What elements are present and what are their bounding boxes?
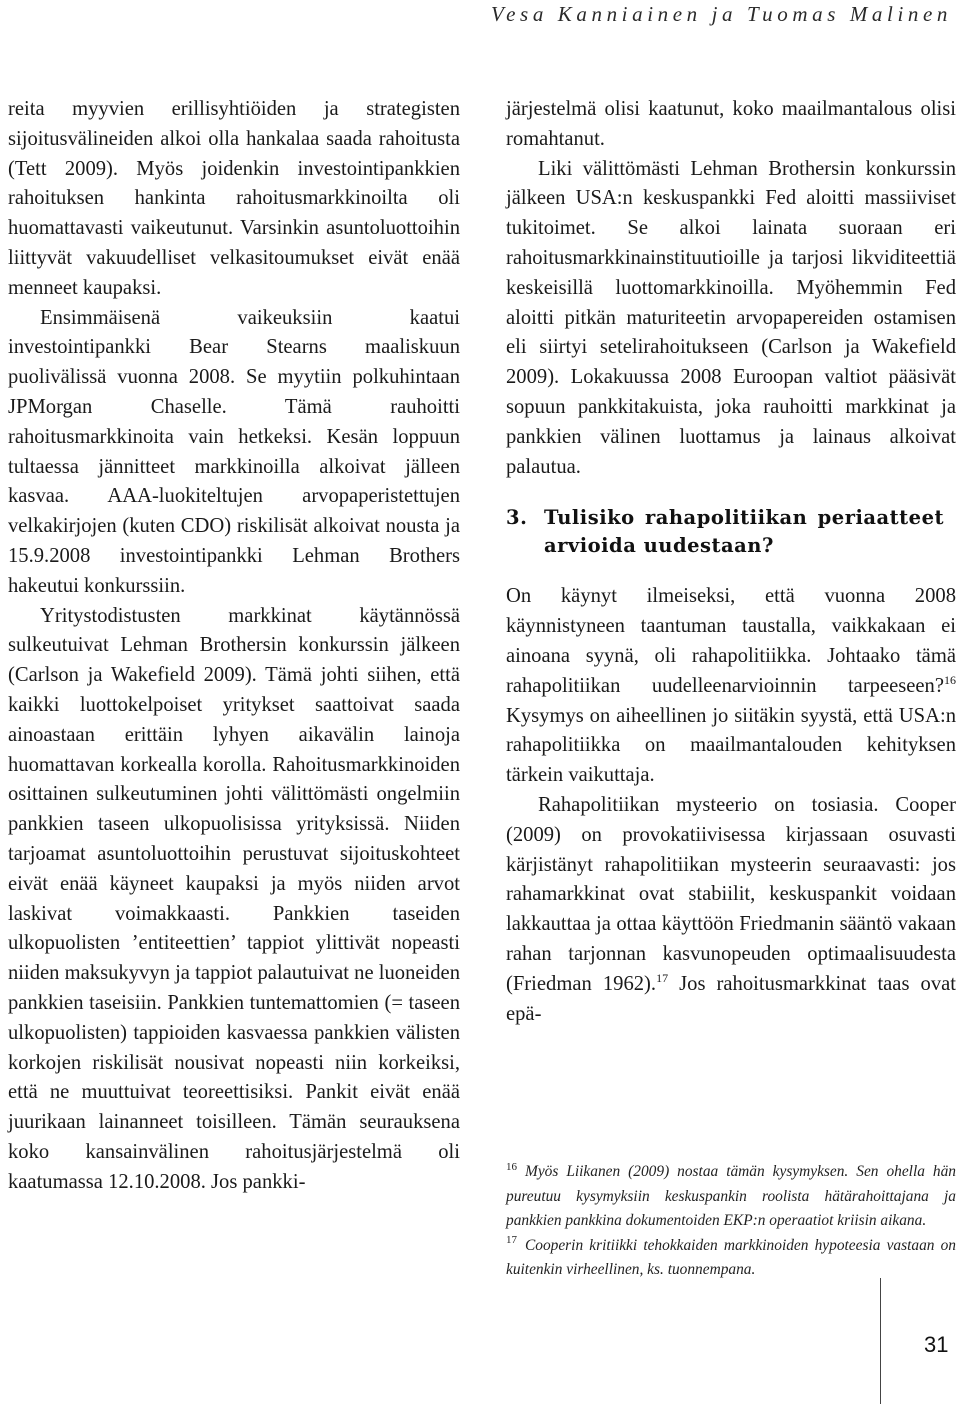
section-heading bbox=[506, 504, 956, 560]
footnote-16 bbox=[506, 1160, 956, 1234]
footnote-ref-16[interactable]: 16 bbox=[944, 672, 956, 687]
body-paragraph: Ensimmäisenä vaikeuksiin kaatui investointipankki Bear Stearns maaliskuun puolivälissä vuonna 2008. Se myytiin polkuhintaan JPMorgan Chaselle. Tämä rauhoitti rahoitusmarkkinoita vain hetkeksi. Kesän loppuun tultaessa jännitteet markkinoilla alkoivat jälleen kasvaa. AAA-luokiteltujen arvopaperistettujen velkakirjojen (kuten CDO) riskilisät alkoivat nousta ja 15.9.2008 investointipankki Lehman Brothers hakeutui konkurssiin. bbox=[8, 306, 460, 597]
body-paragraph: järjestelmä olisi kaatunut, koko maailmantalous olisi romahtanut. bbox=[506, 98, 956, 150]
body-paragraph: Liki välittömästi Lehman Brothersin konkurssin jälkeen USA:n keskuspankki Fed aloitti massiiviset tukitoimet. Se alkoi lainata suoraan eri rahoitusmarkkinainstituutioille ja tarjosi likviditeettiä keskeisillä luottomarkkinoilla. Myöhemmin Fed aloitti pitkän maturiteetin arvopapereiden ostamisen eli siirtyi setelirahoitukseen (Carlson ja Wakefield 2009). Lokakuussa 2008 Euroopan valtiot pääsivät sopuun pankkitakuista, joka rauhoitti markkinat ja pankkien välinen luottamus ja lainaus alkoivat palautua. bbox=[506, 157, 956, 478]
section-number: 3. bbox=[506, 506, 528, 530]
page-number: 31 bbox=[924, 1332, 949, 1357]
left-column bbox=[8, 95, 460, 1197]
footnote-ref-17[interactable]: 17 bbox=[656, 970, 669, 985]
paragraph-text: Jos rahoitusmarkkinat taas ovat epä- bbox=[506, 972, 956, 1025]
paragraph-text: Rahapolitiikan mysteerio on tosiasia. Cooper (2009) on provokatiivisessa kirjassaan osuvasti kärjistänyt rahapolitiikan mysteerin seuraavasti: jos rahamarkkinat ovat stabiilit, keskuspankit voidaan lakkauttaa ja ottaa käyttöön Friedmanin sääntö vakaan rahan tarjonnan kasvunopeuden optimaalisuudesta (Friedman 1962). bbox=[506, 793, 956, 995]
body-paragraph: Yritystodistusten markkinat käytännössä sulkeutuivat Lehman Brothersin konkurssin jälkeen (Carlson ja Wakefield 2009). Tämä johti siihen, että kaikki luottokelpoiset yritykset saattoivat saada ainoastaan erittäin lyhyen aikavälin lainoja huomattavan korkealla korolla. Rahoitusmarkkinoiden osittainen sulkeutuminen johti välittömästi ongelmiin pankkien taseen ulkopuolisissa yrityksissä. Niiden tarjoamat asuntoluottoihin perustuvat sijoituskohteet eivät enää käyneet kaupaksi ja myös niiden arvot laskivat voimakkaasti. Pankkien taseiden ulkopuolisten ’entiteettien’ tappiot ylittivät nopeasti niiden maksukyvyn ja tappiot palautuivat ne luoneiden pankkien taseisiin. Pankkien tuntemattomien (= taseen ulkopuolisten) tappioiden kasvaessa pankkien välisten korkojen riskilisät nousivat nopeasti niin korkeiksi, että ne muuttuivat teoreettisiksi. Pankit eivät enää juurikaan lainanneet toisilleen. Tämän seurauksena koko kansainvälinen rahoitusjärjestelmä oli kaatumassa 12.10.2008. Jos pankki- bbox=[8, 604, 460, 1193]
paragraph-text: On käynyt ilmeiseksi, että vuonna 2008 käynnistyneen taantuman taustalla, vaikkakaan ei ainoana syynä, oli rahapolitiikka. Johtaako tämä rahapolitiikan uudelleenarvioinnin tarpeeseen? bbox=[506, 585, 956, 697]
body-paragraph: reita myyvien erillisyhtiöiden ja strategisten sijoitusvälineiden alkoi olla hankalaa saada rahoitusta (Tett 2009). Myös joidenkin investointipankkien rahoituksen hankinta rahoitusmarkkinoilta oli huomattavasti vaikeutunut. Varsinkin asuntoluottoihin liittyvät vakuudelliset velkasitoumukset eivät enää menneet kaupaksi. bbox=[8, 98, 460, 299]
section-title: Tulisiko rahapolitiikan periaatteet arvioida uudestaan? bbox=[544, 506, 944, 558]
paragraph-text: Kysymys on aiheellinen jo siitäkin syystä, että USA:n rahapolitiikka on maailmantalouden kehityksen tärkein vaikuttaja. bbox=[506, 704, 956, 787]
footnote-number: 16 bbox=[506, 1160, 517, 1173]
footnote-17 bbox=[506, 1234, 956, 1283]
footnote-text: Cooperin kritiikki tehokkaiden markkinoiden hypoteesia vastaan on kuitenkin virheellinen, ks. tuonnempana. bbox=[506, 1236, 956, 1278]
body-paragraph bbox=[506, 582, 956, 791]
footnote-text: Myös Liikanen (2009) nostaa tämän kysymyksen. Sen ohella hän pureutuu kysymyksiin keskuspankin roolista hätärahoittajana ja pankkien pankkina dokumentoiden EKP:n operaatiot kriisin aikana. bbox=[506, 1163, 956, 1229]
footnote-number: 17 bbox=[506, 1234, 517, 1247]
body-paragraph bbox=[506, 791, 956, 1029]
footnotes bbox=[506, 1160, 956, 1283]
right-column bbox=[506, 95, 956, 1029]
running-header: Vesa Kanniainen ja Tuomas Malinen bbox=[491, 2, 952, 26]
page-number-rule bbox=[880, 1278, 881, 1404]
